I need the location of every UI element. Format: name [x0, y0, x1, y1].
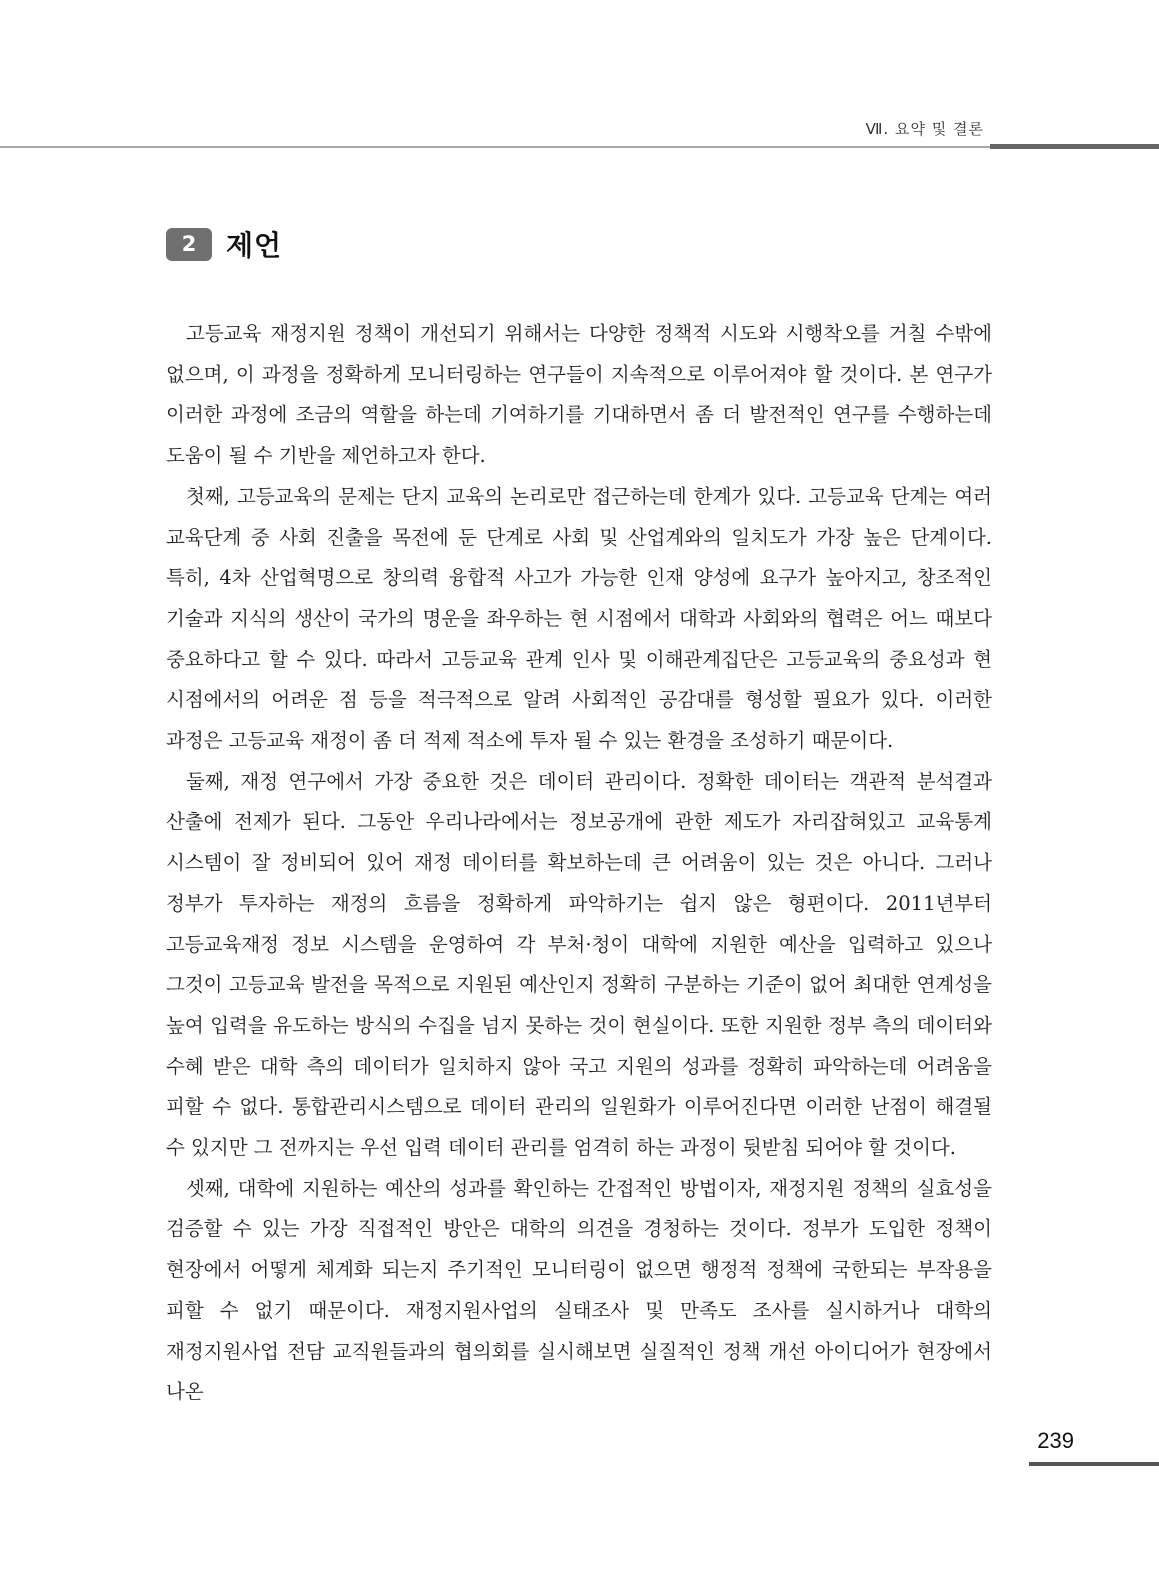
paragraph-third: 셋째, 대학에 지원하는 예산의 성과를 확인하는 간접적인 방법이자, 재정지원 정책의 실효성을 검증할 수 있는 가장 직접적인 방안은 대학의 의견을 경청하는 것이다. 정부가 도입한 정책이 현장에서 어떻게 체계화 되는지 주기적인 모니터링이 없으면 행정적 정책에 국한되는 부작용을 피할 수 없기 때문이다. 재정지원사업의 실태조사 및 만족도 조사를 실시하거나 대학의 재정지원사업 전담 교직원들과의 협의회를 실시해보면 실질적인 정책 개선 아이디어가 현장에서 나온	[166, 1176, 992, 1404]
page-number: 239	[1037, 1428, 1074, 1453]
paragraph-second: 둘째, 재정 연구에서 가장 중요한 것은 데이터 관리이다. 정확한 데이터는 객관적 분석결과 산출에 전제가 된다. 그동안 우리나라에서는 정보공개에 관한 제도가 자리잡혀있고 교육통계 시스템이 잘 정비되어 있어 재정 데이터를 확보하는데 큰 어려움이 있는 것은 아니다. 그러나 정부가 투자하는 재정의 흐름을 정확하게 파악하기는 쉽지 않은 형편이다. 2011년부터 고등교육재정 정보 시스템을 운영하여 각 부처·청이 대학에 지원한 예산을 입력하고 있으나 그것이 고등교육 발전을 목적으로 지원된 예산인지 정확히 구분하는 기준이 없어 최대한 연계성을 높여 입력을 유도하는 방식의 수집을 넘지 못하는 것이 현실이다. 또한 지원한 정부 측의 데이터와 수혜 받은 대학 측의 데이터가 일치하지 않아 국고 지원의 성과를 정확히 파악하는데 어려움을 피할 수 없다. 통합관리시스템으로 데이터 관리의 일원화가 이루어진다면 이러한 난점이 해결될 수 있지만 그 전까지는 우선 입력 데이터 관리를 엄격히 하는 과정이 뒷받침 되어야 할 것이다.	[166, 769, 992, 1160]
paragraph-intro: 고등교육 재정지원 정책이 개선되기 위해서는 다양한 정책적 시도와 시행착오를 거칠 수밖에 없으며, 이 과정을 정확하게 모니터링하는 연구들이 지속적으로 이루어져야 할 것이다. 본 연구가 이러한 과정에 조금의 역할을 하는데 기여하기를 기대하면서 좀 더 발전적인 연구를 수행하는데 도움이 될 수 기반을 제언하고자 한다.	[166, 322, 992, 468]
section-heading	[166, 224, 282, 264]
body-text	[166, 314, 992, 1413]
footer-divider	[1029, 1462, 1159, 1466]
header-divider-accent	[990, 144, 1159, 149]
section-title: 제언	[226, 229, 283, 262]
running-header: Ⅶ. 요약 및 결론	[865, 120, 984, 138]
section-number-badge: 2	[166, 228, 212, 261]
paragraph-first: 첫째, 고등교육의 문제는 단지 교육의 논리로만 접근하는데 한계가 있다. 고등교육 단계는 여러 교육단계 중 사회 진출을 목전에 둔 단계로 사회 및 산업계와의 일치도가 가장 높은 단계이다. 특히, 4차 산업혁명으로 창의력 융합적 사고가 가능한 인재 양성에 요구가 높아지고, 창조적인 기술과 지식의 생산이 국가의 명운을 좌우하는 현 시점에서 대학과 사회와의 협력은 어느 때보다 중요하다고 할 수 있다. 따라서 고등교육 관계 인사 및 이해관계집단은 고등교육의 중요성과 현 시점에서의 어려운 점 등을 적극적으로 알려 사회적인 공감대를 형성할 필요가 있다. 이러한 과정은 고등교육 재정이 좀 더 적제 적소에 투자 될 수 있는 환경을 조성하기 때문이다.	[166, 484, 992, 753]
header-divider	[0, 146, 990, 148]
